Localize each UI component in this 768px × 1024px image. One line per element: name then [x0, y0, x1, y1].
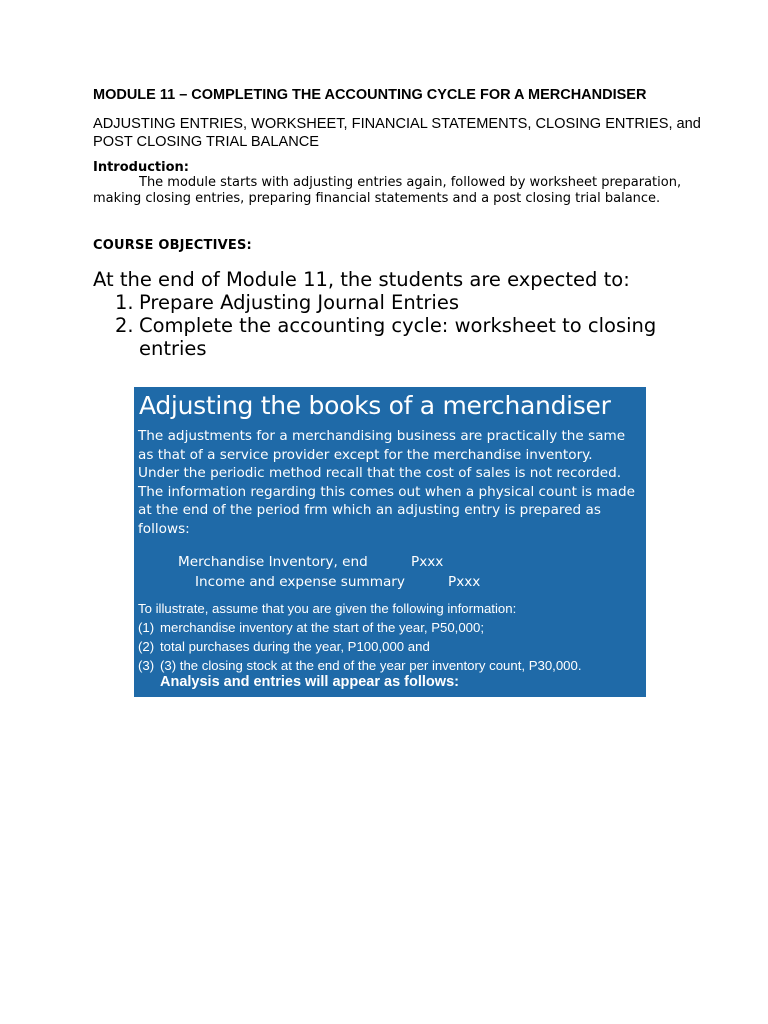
slide-image — [134, 387, 646, 697]
illustration-item — [138, 618, 643, 637]
illustration-item-text: merchandise inventory at the start of the year, P50,000; — [160, 620, 485, 635]
illustration-block — [138, 599, 643, 675]
illustration-item-text: total purchases during the year, P100,000 and — [160, 639, 430, 654]
introduction-heading: Introduction: — [93, 160, 189, 175]
illustration-item-number: (1) — [138, 620, 155, 635]
analysis-line: Analysis and entries will appear as follows: — [160, 674, 459, 690]
objective-number: 1. — [115, 291, 134, 314]
course-objectives-heading: COURSE OBJECTIVES: — [93, 238, 252, 253]
slide-title: Adjusting the books of a merchandiser — [139, 391, 611, 420]
illustration-item-number: (2) — [138, 639, 155, 654]
slide-body-text: The adjustments for a merchandising business are practically the same as that of a service provider except for the merchandise inventory. Under the periodic method recall that the cost of sales is not recorded. The information regarding this comes out when a physical count is made at the end of the period frm which an adjusting entry is prepared as follows: — [138, 428, 635, 537]
objectives-lead: At the end of Module 11, the students are expected to: — [93, 268, 630, 291]
illustration-item-text: (3) the closing stock at the end of the year per inventory count, P30,000. — [160, 658, 582, 673]
entry-debit-amount: Pxxx — [411, 554, 444, 570]
objective-text: Prepare Adjusting Journal Entries — [139, 291, 459, 314]
entry-credit-account: Income and expense summary — [195, 574, 405, 590]
objective-number: 2. — [115, 314, 134, 337]
module-subtitle: ADJUSTING ENTRIES, WORKSHEET, FINANCIAL STATEMENTS, CLOSING ENTRIES, and POST CLOSING TRIAL BALANCE — [93, 116, 701, 150]
objective-item — [93, 314, 713, 360]
objectives-list — [93, 291, 713, 360]
objective-item — [93, 291, 713, 314]
illustration-item-number: (3) — [138, 658, 155, 673]
introduction-text: The module starts with adjusting entries again, followed by worksheet preparation, making closing entries, preparing financial statements and a post closing trial balance. — [93, 175, 682, 206]
illustration-item — [138, 637, 643, 656]
objective-text: Complete the accounting cycle: worksheet to closing entries — [139, 314, 657, 360]
illustration-intro: To illustrate, assume that you are given the following information: — [138, 601, 517, 616]
illustration-item — [138, 656, 643, 675]
entry-debit-account: Merchandise Inventory, end — [178, 554, 368, 570]
module-title: MODULE 11 – COMPLETING THE ACCOUNTING CYCLE FOR A MERCHANDISER — [93, 87, 647, 103]
entry-credit-amount: Pxxx — [448, 574, 481, 590]
